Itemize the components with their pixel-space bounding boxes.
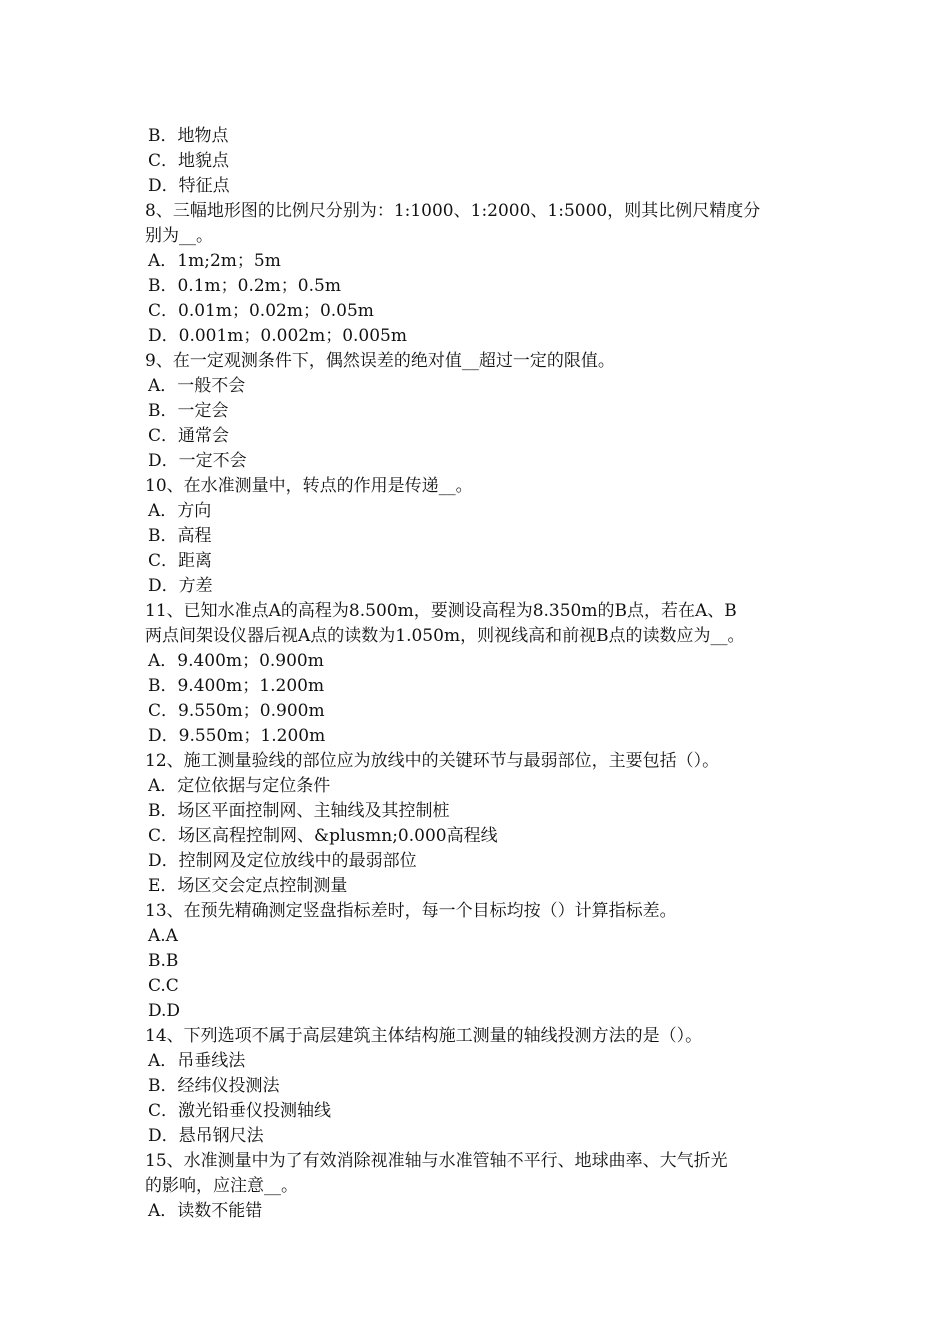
answer-option-line: B．经纬仪投测法 bbox=[148, 1076, 280, 1096]
answer-option-line: D．方差 bbox=[148, 576, 213, 596]
answer-option-line: D．控制网及定位放线中的最弱部位 bbox=[148, 851, 417, 871]
question-line: 9、在一定观测条件下，偶然误差的绝对值__超过一定的限值。 bbox=[145, 351, 615, 371]
question-line: 8、三幅地形图的比例尺分别为：1:1000、1:2000、1:5000，则其比例尺精度分 bbox=[145, 201, 761, 221]
answer-option-line: E．场区交会定点控制测量 bbox=[148, 876, 348, 896]
answer-option-line: A．9.400m；0.900m bbox=[148, 651, 324, 671]
answer-option-line: B．地物点 bbox=[148, 126, 229, 146]
answer-option-line: C.C bbox=[148, 976, 179, 996]
answer-option-line: B．0.1m；0.2m；0.5m bbox=[148, 276, 341, 296]
answer-option-line: A．定位依据与定位条件 bbox=[148, 776, 331, 796]
answer-option-line: A.A bbox=[148, 926, 178, 946]
answer-option-line: C．通常会 bbox=[148, 426, 230, 446]
answer-option-line: A．1m;2m；5m bbox=[148, 251, 281, 271]
question-line: 别为__。 bbox=[145, 226, 213, 246]
answer-option-line: C．地貌点 bbox=[148, 151, 230, 171]
answer-option-line: A．读数不能错 bbox=[148, 1201, 263, 1221]
answer-option-line: D.D bbox=[148, 1001, 181, 1021]
question-line: 13、在预先精确测定竖盘指标差时，每一个目标均按（）计算指标差。 bbox=[145, 901, 677, 921]
document-body bbox=[145, 124, 825, 1224]
answer-option-line: C．激光铅垂仪投测轴线 bbox=[148, 1101, 332, 1121]
answer-option-line: A．吊垂线法 bbox=[148, 1051, 246, 1071]
question-line: 的影响，应注意__。 bbox=[145, 1176, 298, 1196]
answer-option-line: C．场区高程控制网、&plusmn;0.000高程线 bbox=[148, 826, 498, 846]
question-line: 12、施工测量验线的部位应为放线中的关键环节与最弱部位，主要包括（）。 bbox=[145, 751, 720, 771]
answer-option-line: B．高程 bbox=[148, 526, 212, 546]
question-line: 两点间架设仪器后视A点的读数为1.050m，则视线高和前视B点的读数应为__。 bbox=[145, 626, 745, 646]
answer-option-line: D．一定不会 bbox=[148, 451, 247, 471]
answer-option-line: C．0.01m；0.02m；0.05m bbox=[148, 301, 374, 321]
answer-option-line: D．特征点 bbox=[148, 176, 230, 196]
answer-option-line: A．一般不会 bbox=[148, 376, 246, 396]
answer-option-line: B.B bbox=[148, 951, 179, 971]
answer-option-line: B．9.400m；1.200m bbox=[148, 676, 325, 696]
answer-option-line: D．9.550m；1.200m bbox=[148, 726, 326, 746]
answer-option-line: A．方向 bbox=[148, 501, 212, 521]
question-line: 10、在水准测量中，转点的作用是传递__。 bbox=[145, 476, 473, 496]
answer-option-line: C．距离 bbox=[148, 551, 213, 571]
answer-option-line: C．9.550m；0.900m bbox=[148, 701, 325, 721]
answer-option-line: D．悬吊钢尺法 bbox=[148, 1126, 264, 1146]
answer-option-line: B．一定会 bbox=[148, 401, 229, 421]
question-line: 15、水准测量中为了有效消除视准轴与水准管轴不平行、地球曲率、大气折光 bbox=[145, 1151, 728, 1171]
answer-option-line: B．场区平面控制网、主轴线及其控制桩 bbox=[148, 801, 450, 821]
answer-option-line: D．0.001m；0.002m；0.005m bbox=[148, 326, 407, 346]
question-line: 11、已知水准点A的高程为8.500m，要测设高程为8.350m的B点，若在A、B bbox=[145, 601, 737, 621]
question-line: 14、下列选项不属于高层建筑主体结构施工测量的轴线投测方法的是（）。 bbox=[145, 1026, 703, 1046]
